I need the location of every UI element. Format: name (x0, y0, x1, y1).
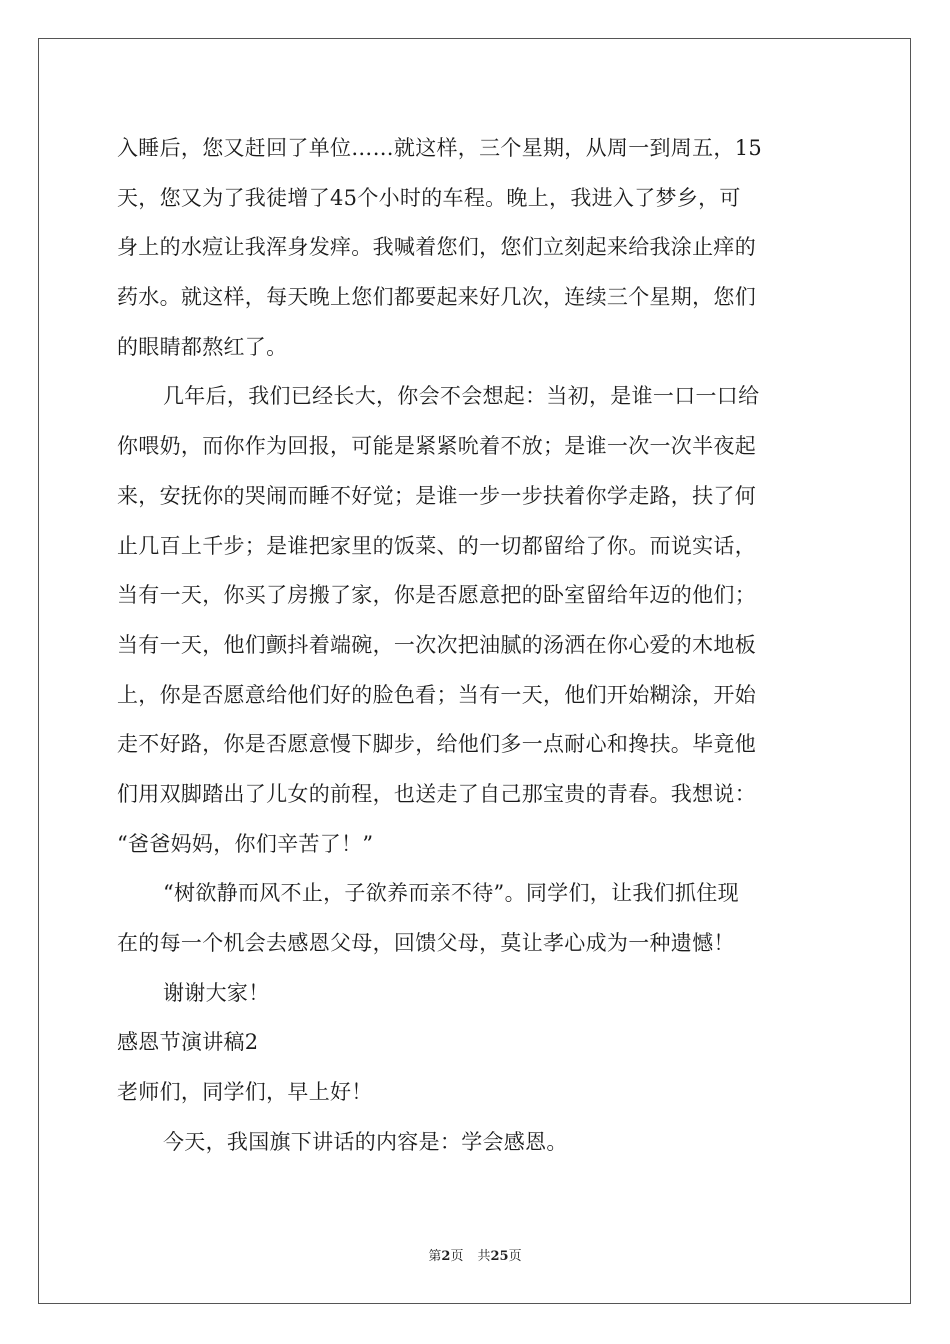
text-line: 你喂奶，而你作为回报，可能是紧紧吮着不放；是谁一次一次半夜起 (117, 434, 756, 459)
text-line: 入睡后，您又赶回了单位……就这样，三个星期，从周一到周五，15 (117, 136, 763, 160)
text-line: “爸爸妈妈，你们辛苦了！” (117, 831, 374, 856)
page-suffix: 页 (450, 1249, 464, 1264)
current-page-number: 2 (441, 1249, 451, 1264)
closing-line: 谢谢大家！ (163, 980, 270, 1005)
text-line: 的眼睛都熬红了。 (117, 334, 288, 359)
greeting-line: 老师们，同学们，早上好！ (117, 1080, 373, 1105)
total-page-count: 25 (490, 1249, 509, 1264)
page-footer (0, 1248, 950, 1266)
text-line: 走不好路，你是否愿意慢下脚步，给他们多一点耐心和搀扶。毕竟他 (117, 732, 756, 757)
text-line: 当有一天，他们颤抖着端碗，一次次把油腻的汤洒在你心爱的木地板 (117, 632, 756, 657)
text-line: 们用双脚踏出了儿女的前程，也送走了自己那宝贵的青春。我想说： (117, 781, 756, 806)
total-suffix: 页 (508, 1249, 522, 1264)
page-prefix: 第 (428, 1249, 442, 1264)
text-line: 止几百上千步；是谁把家里的饭菜、的一切都留给了你。而说实话， (117, 533, 756, 558)
paragraph-first-line: 今天，我国旗下讲话的内容是：学会感恩。 (163, 1129, 568, 1154)
paragraph-first-line: “树欲静而风不止，子欲养而亲不待”。同学们，让我们抓住现 (163, 881, 739, 906)
document-body (117, 124, 832, 1167)
total-prefix: 共 (477, 1249, 491, 1264)
paragraph-first-line: 几年后，我们已经长大，你会不会想起：当初，是谁一口一口给 (163, 384, 760, 409)
text-line: 身上的水痘让我浑身发痒。我喊着您们，您们立刻起来给我涂止痒的 (117, 235, 756, 260)
text-line: 在的每一个机会去感恩父母，回馈父母，莫让孝心成为一种遗憾！ (117, 931, 735, 955)
text-line: 药水。就这样，每天晚上您们都要起来好几次，连续三个星期，您们 (117, 285, 756, 310)
text-line: 当有一天，你买了房搬了家，你是否愿意把的卧室留给年迈的他们； (117, 583, 756, 608)
text-line: 天，您又为了我徒增了45个小时的车程。晚上，我进入了梦乡，可 (117, 185, 741, 210)
text-line: 上，你是否愿意给他们好的脸色看；当有一天，他们开始糊涂，开始 (117, 682, 756, 707)
section-title: 感恩节演讲稿2 (117, 1030, 259, 1055)
text-line: 来，安抚你的哭闹而睡不好觉；是谁一步一步扶着你学走路，扶了何 (117, 483, 756, 508)
